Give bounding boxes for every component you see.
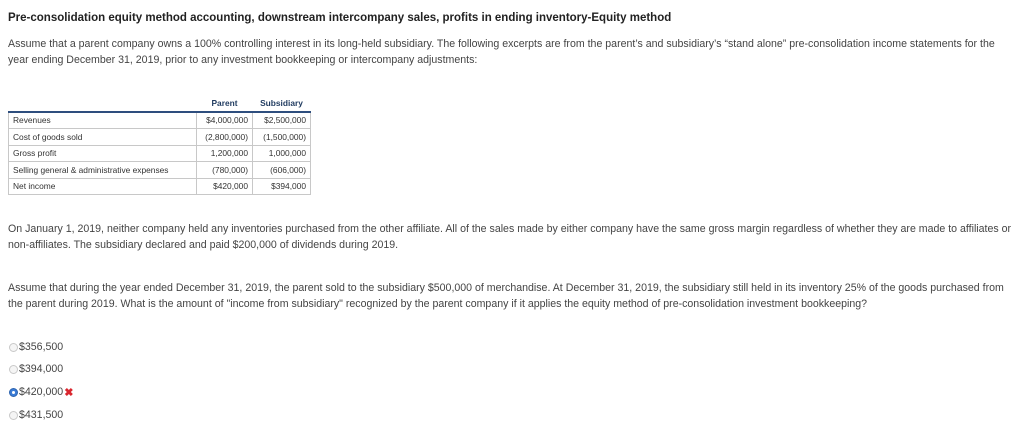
parent-value: 1,200,000 [197,145,253,162]
parent-value: $420,000 [197,178,253,195]
option-label: $420,000 [19,386,64,398]
answer-option[interactable] [9,340,63,354]
parent-value: (780,000) [197,162,253,179]
incorrect-x-icon: ✖ [64,386,74,399]
question-paragraph: Assume that during the year ended December 31, 2019, the parent sold to the subsidiary $500,000 of merchandise. At December 31, 2019, the subsidiary still held in its inventory 25% of the goods purchased from the parent during 2019. What is the amount of "income from subsidiary" recognized by the parent company if it applies the equity method of pre-consolidation investment bookkeeping? [8,282,1004,310]
radio-button[interactable] [9,411,18,420]
table-row [9,162,311,179]
table-row [9,129,311,146]
row-label: Gross profit [9,145,197,162]
radio-button[interactable] [9,343,18,352]
header-parent: Parent [197,95,253,112]
answer-option-selected[interactable] [9,385,73,399]
header-subsidiary: Subsidiary [253,95,311,112]
intro-paragraph: Assume that a parent company owns a 100% controlling interest in its long-held subsidiary. The following excerpts are from the parent’s and subsidiary’s “stand alone” pre-consolidation income statements for the year ending December 31, 2019, prior to any investment bookkeeping or intercompany adjustments: [8,38,995,66]
subsidiary-value: $394,000 [253,178,311,195]
row-label: Selling general & administrative expenses [9,162,197,179]
subsidiary-value: 1,000,000 [253,145,311,162]
income-statement-table [8,95,311,195]
row-label: Net income [9,178,197,195]
parent-value: $4,000,000 [197,112,253,129]
option-label: $431,500 [19,409,64,421]
table-row [9,178,311,195]
header-blank [9,95,197,112]
radio-button-selected[interactable] [9,388,18,397]
context-paragraph: On January 1, 2019, neither company held any inventories purchased from the other affiliate. All of the sales made by either company have the same gross margin regardless of whether they are made to affiliates or non-affiliates. The subsidiary declared and paid $200,000 of dividends during 2019. [8,223,1012,251]
row-label: Cost of goods sold [9,129,197,146]
answer-option[interactable] [9,362,63,376]
radio-button[interactable] [9,365,18,374]
table-row [9,145,311,162]
page-title: Pre-consolidation equity method accounting, downstream intercompany sales, profits in ending inventory-Equity method [8,12,672,24]
option-label: $394,000 [19,363,64,375]
option-label: $356,500 [19,341,64,353]
subsidiary-value: (606,000) [253,162,311,179]
subsidiary-value: $2,500,000 [253,112,311,129]
parent-value: (2,800,000) [197,129,253,146]
subsidiary-value: (1,500,000) [253,129,311,146]
answer-option[interactable] [9,408,63,422]
table-row [9,112,311,129]
row-label: Revenues [9,112,197,129]
